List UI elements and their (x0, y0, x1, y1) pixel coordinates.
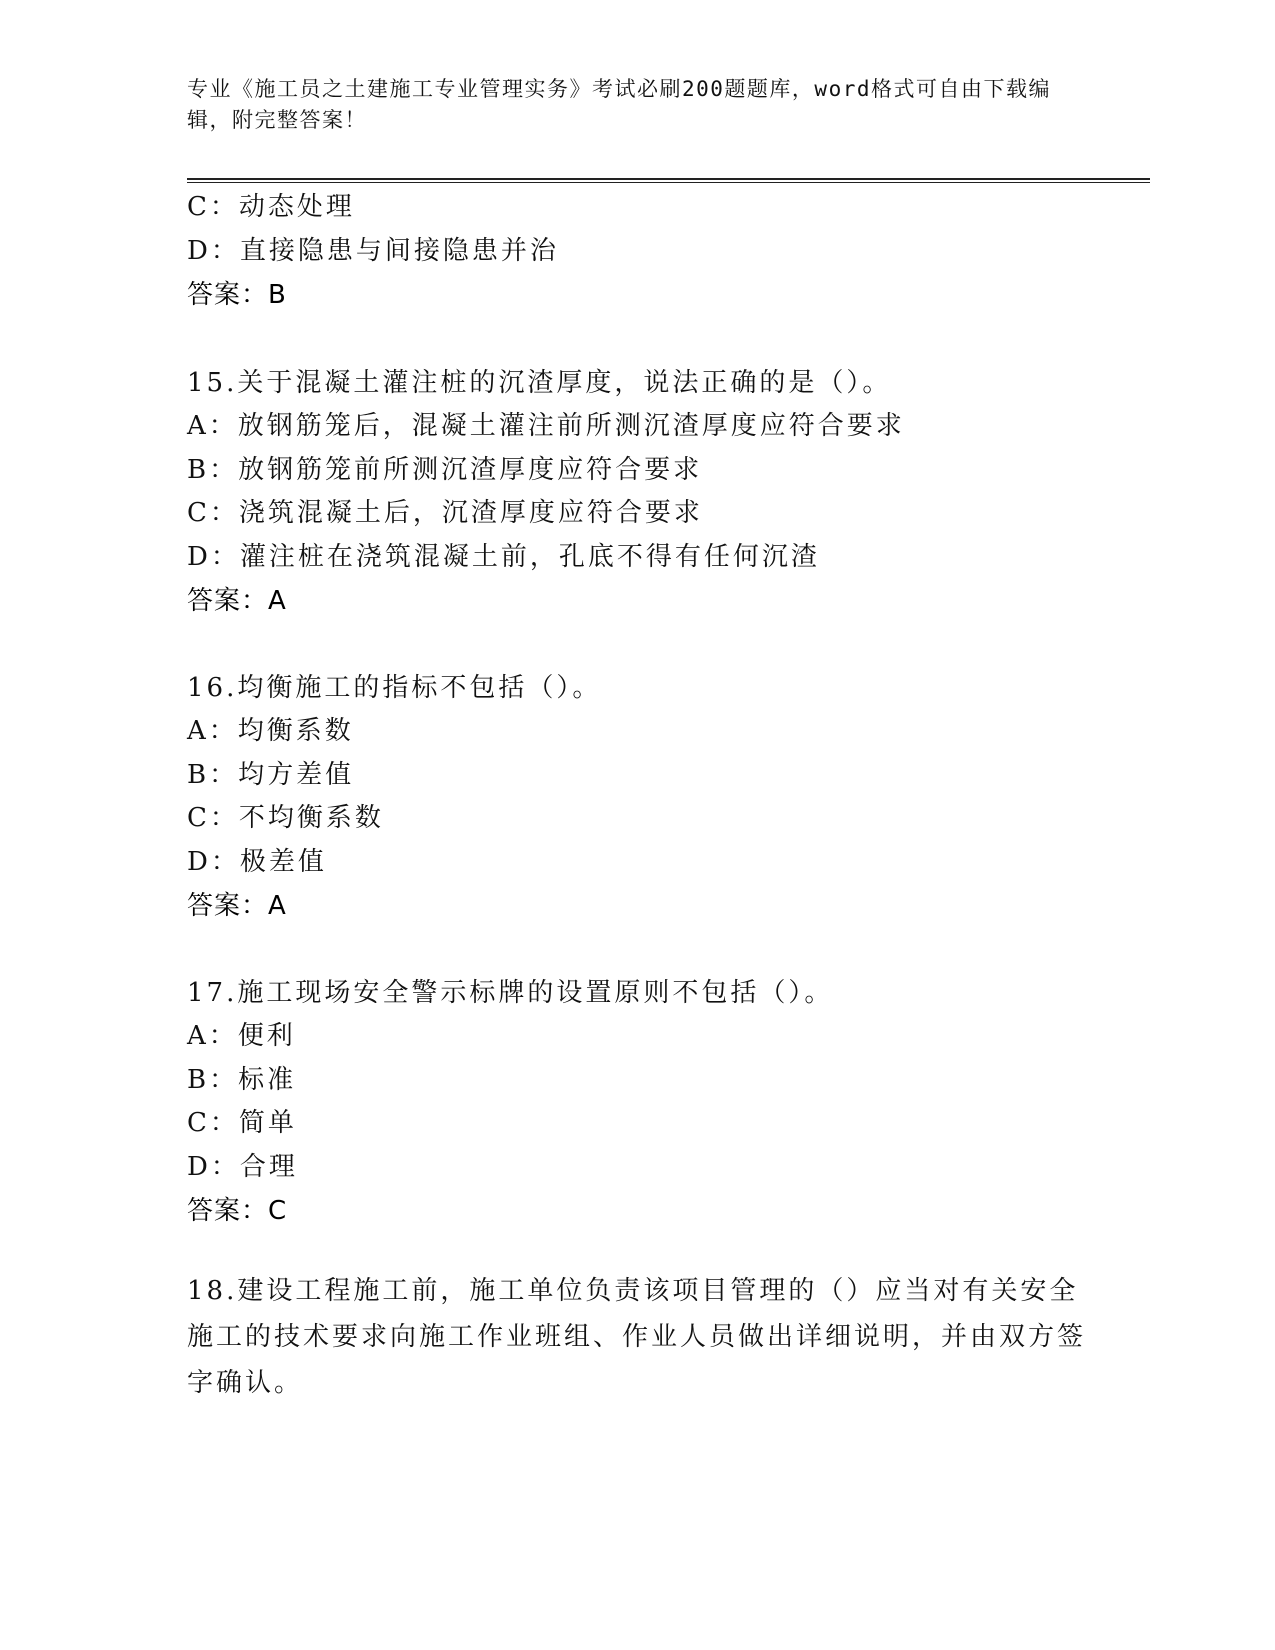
option-c: C：动态处理 (187, 192, 355, 222)
page-header: 专业《施工员之土建施工专业管理实务》考试必刷200题题库，word格式可自由下载编辑，附完整答案！ (187, 77, 1051, 132)
answer: 答案：B (187, 280, 287, 310)
option-d: D：极差值 (187, 847, 327, 877)
option-d: D：灌注桩在浇筑混凝土前，孔底不得有任何沉渣 (187, 542, 820, 572)
option-d: D：合理 (187, 1152, 298, 1182)
option-c: C：不均衡系数 (187, 803, 384, 833)
option-d: D：直接隐患与间接隐患并治 (187, 236, 559, 266)
option-a: A：便利 (187, 1021, 296, 1051)
option-b: B：放钢筋笼前所测沉渣厚度应符合要求 (187, 455, 703, 485)
question-16-stem: 16.均衡施工的指标不包括（）。 (187, 673, 602, 703)
header-divider (187, 178, 1150, 180)
answer: 答案：C (187, 1196, 288, 1226)
answer: 答案：A (187, 891, 287, 921)
header-divider-thin (187, 182, 1150, 183)
question-15-stem: 15.关于混凝土灌注桩的沉渣厚度，说法正确的是（）。 (187, 368, 892, 398)
option-a: A：放钢筋笼后，混凝土灌注前所测沉渣厚度应符合要求 (187, 411, 905, 441)
answer: 答案：A (187, 586, 287, 616)
option-c: C：简单 (187, 1108, 297, 1138)
option-c: C：浇筑混凝土后，沉渣厚度应符合要求 (187, 498, 703, 528)
question-17-stem: 17.施工现场安全警示标牌的设置原则不包括（）。 (187, 978, 834, 1008)
option-a: A：均衡系数 (187, 716, 354, 746)
option-b: B：均方差值 (187, 760, 355, 790)
option-b: B：标准 (187, 1065, 297, 1095)
question-18-stem: 18.建设工程施工前，施工单位负责该项目管理的（）应当对有关安全施工的技术要求向施工作业班组、作业人员做出详细说明，并由双方签字确认。 (187, 1276, 1087, 1398)
